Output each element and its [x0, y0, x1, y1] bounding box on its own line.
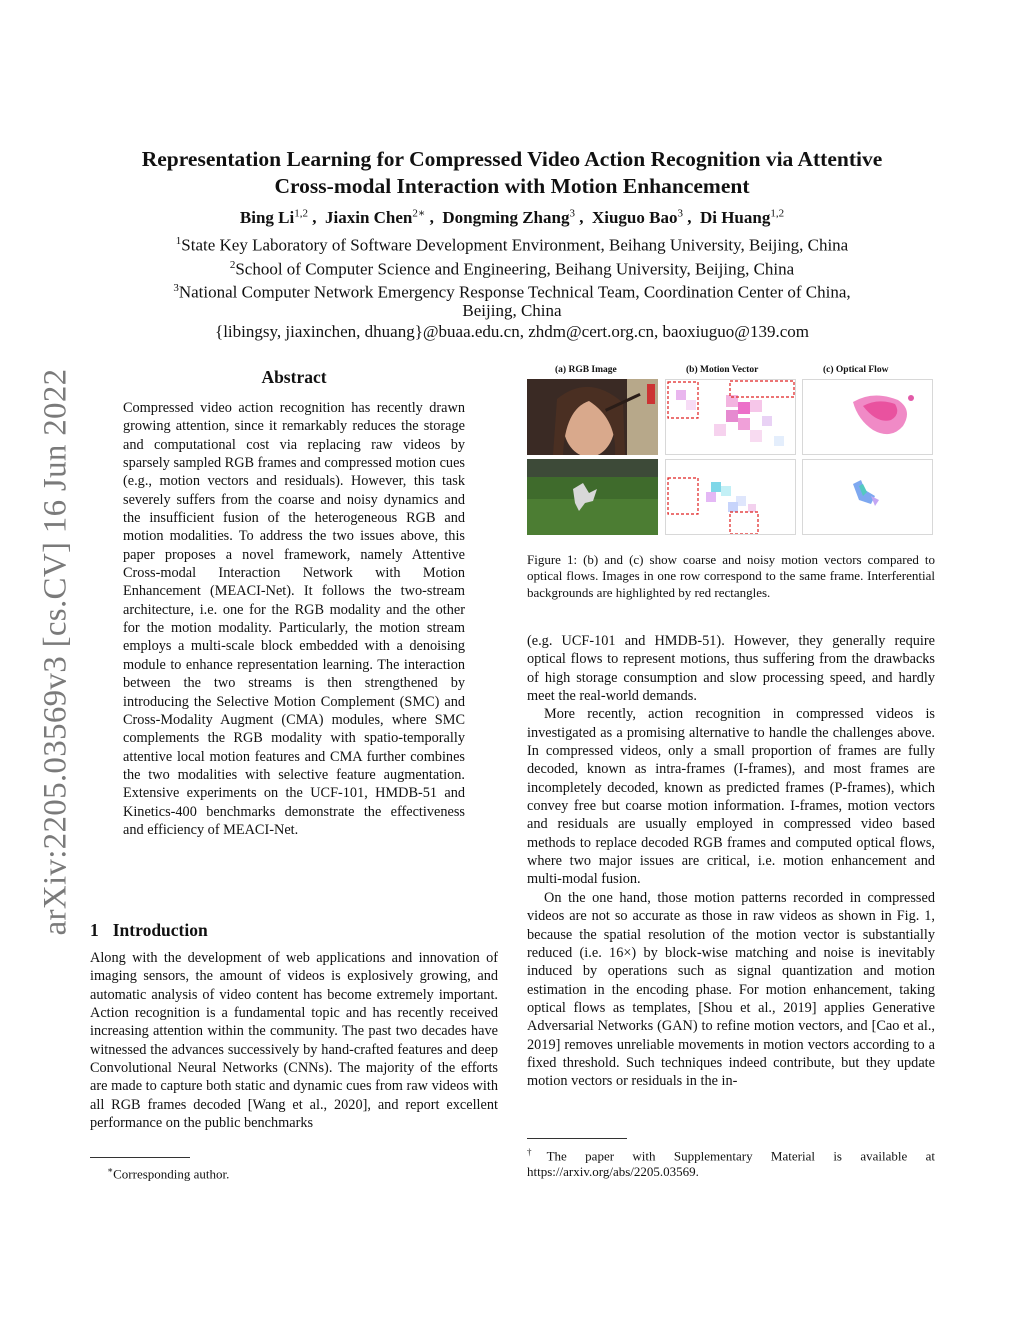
title-line-2: Cross-modal Interaction with Motion Enhancement	[274, 174, 750, 198]
figure-label: (b) Motion Vector	[686, 365, 759, 375]
right-column-text	[527, 632, 935, 1091]
figure-label: (a) RGB Image	[555, 365, 617, 375]
motion-vector-field	[665, 459, 796, 535]
paragraph: More recently, action recognition in compressed videos is investigated as a promising alternative to handle the challenges above. In compressed videos, only a small proportion of frames are fully decoded, known as intra-frames (I-frames), and most frames are incompletely decoded, known as predicted frames (P-frames), which convey free but coarse motion information. I-frames, motion vectors and residuals are usually employed in compressed video based methods to replace decoded RGB frames and computed optical flows, where two major issues are critical, i.e. motion enhancement and multi-modal fusion.	[527, 706, 935, 888]
affiliation-3: $^3$National Computer Network Emergency Response Technical Team, Coordination Center of China,	[173, 282, 851, 302]
author-emails: {libingsy, jiaxinchen, dhuang}@buaa.edu.cn, zhdm@cert.org.cn, baoxiuguo@139.com	[215, 322, 809, 341]
abstract-text: Compressed video action recognition has recently drawn growing attention, since it remarkably reduces the storage and computational cost via replacing raw videos by sparsely sampled RGB frames and compressed motion cues (e.g., motion vectors and residuals). However, this task severely suffers from the coarse and noisy dynamics and the insufficient fusion of the heterogeneous RGB and motion modalities. To address the two issues above, this paper proposes a novel framework, namely Attentive Cross-modal Interaction Network with Motion Enhancement (MEACI-Net). It follows the two-stream architecture, i.e. one for the RGB modality and the other for the motion modality. Particularly, the motion stream employs a multi-scale block embedded with a denoising module to enhance representation learning. The interaction between the two streams is then strengthened by introducing the Selective Motion Complement (SMC) and Cross-Modality Augment (CMA) modules, where SMC complements the RGB modality with spatio-temporally attentive local motion features and CMA further combines the two modalities with selective feature augmentation. Extensive experiments on the UCF-101, HMDB-51 and Kinetics-400 benchmarks demonstrate the effectiveness and efficiency of MEACI-Net.	[123, 400, 465, 838]
optical-flow-face	[802, 379, 933, 455]
affiliation-3-city: Beijing, China	[462, 301, 562, 320]
figure-label: (c) Optical Flow	[823, 365, 889, 375]
author: Di Huang$^{1,2}$	[699, 207, 785, 227]
motion-vector-face	[665, 379, 796, 455]
footnote-right: †The paper with Supplementary Material is available at https://arxiv.org/abs/2205.03569.	[527, 1147, 935, 1180]
footnote-left: ∗Corresponding author.	[107, 1165, 230, 1182]
paragraph: On the one hand, those motion patterns recorded in compressed videos are not so accurate as those in raw videos as shown in Fig. 1, because the spatial resolution of the motion vector is substantially reduced (i.e. 16×) by block-wise matching and noise is inevitably induced by operations such as signal quantization and motion estimation in the encoding phase. For motion enhancement, taking optical flows as templates, [Shou et al., 2019] applies Generative Adversarial Networks (GAN) to refine motion vectors, and [Cao et al., 2019] removes unreliable movements in motion vectors according to a fixed threshold. Such techniques indeed contribute, but they update motion vectors or residuals in the in-	[527, 889, 935, 1090]
figure-caption: Figure 1: (b) and (c) show coarse and noisy motion vectors compared to optical flows. Images in one row correspond to the same frame. Interferential backgrounds are highlighted by red rectangles.	[527, 552, 935, 600]
affiliation-1: $^1$State Key Laboratory of Software Development Environment, Beihang University, Beijing, China	[175, 235, 849, 255]
section-heading: 1 Introduction	[90, 920, 208, 940]
author: Dongming Zhang$^3$	[442, 207, 575, 227]
author: Bing Li$^{1,2}$	[239, 207, 308, 227]
affiliation-2: $^2$School of Computer Science and Engineering, Beihang University, Beijing, China	[229, 259, 795, 279]
abstract-heading: Abstract	[261, 367, 327, 387]
author-list: Bing Li$^{1,2}$ , Jiaxin Chen$^{2∗}$ , Dongming Zhang$^3$ , Xiuguo Bao$^3$ , Di Huang$^{1,2}$	[239, 207, 785, 227]
footnote-rule	[90, 1157, 190, 1158]
author: Jiaxin Chen$^{2∗}$	[325, 207, 426, 227]
footnote-rule	[527, 1138, 627, 1139]
figure-1	[527, 365, 935, 537]
paragraph: (e.g. UCF-101 and HMDB-51). However, they generally require optical flows to represent motions, thus suffering from the drawbacks of high storage consumption and slow processing speed, and hardly meet the real-world demands.	[527, 633, 935, 705]
rgb-image-field	[527, 459, 658, 535]
optical-flow-field	[802, 459, 933, 535]
intro-paragraph: Along with the development of web applications and innovation of imaging sensors, the amount of videos is explosively growing, and automatic analysis of video content has become extremely important. Action recognition is a fundamental topic and has recently received increasing attention within the community. The past two decades have witnessed the advances successively by hand-crafted features and deep Convolutional Neural Networks (CNNs). The majority of the efforts are made to capture both static and dynamic cues from raw videos with all RGB frames decoded [Wang et al., 2020], and report excellent performance on the public benchmarks	[90, 950, 498, 1132]
title-line-1: Representation Learning for Compressed Video Action Recognition via Attentive	[141, 147, 883, 171]
paper-title	[90, 146, 934, 200]
rgb-image-face	[527, 379, 658, 455]
author: Xiuguo Bao$^3$	[591, 207, 683, 227]
